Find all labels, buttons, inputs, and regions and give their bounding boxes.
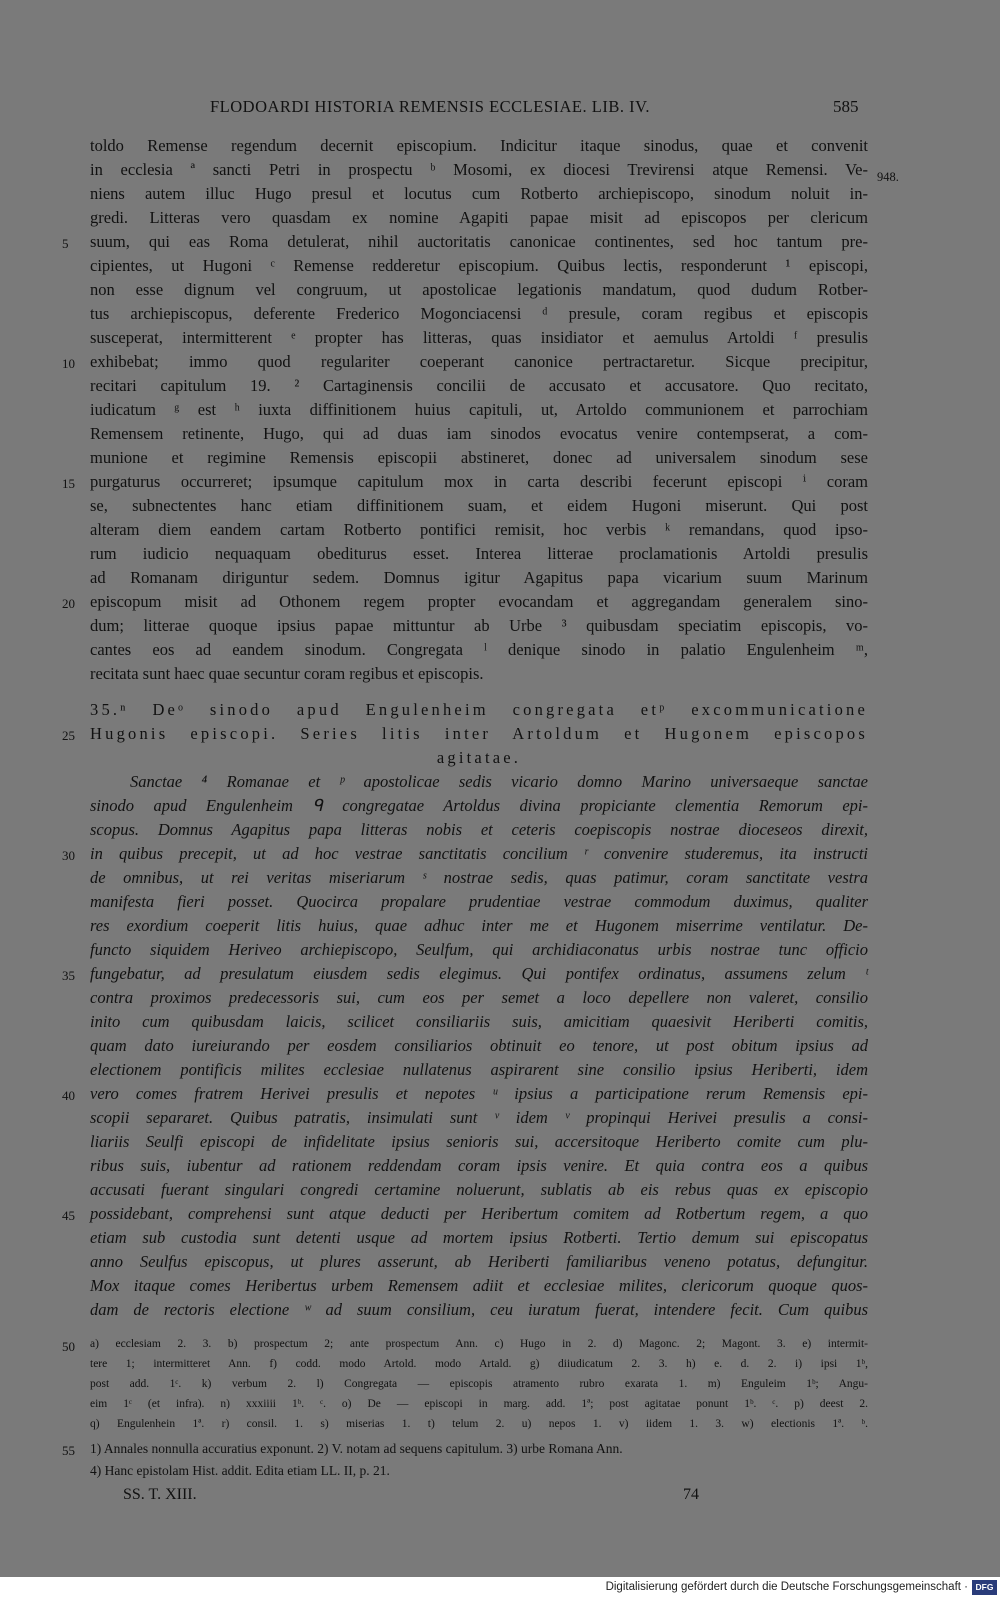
italic-line: possidebant, comprehensi sunt atque deducti per Heribertum comitem ad Rotbertum regem, a quo [90,1204,868,1223]
apparatus-line: a) ecclesiam 2. 3. b) prospectum 2; ante prospectum Ann. c) Hugo in 2. d) Magonc. 2; Magont. 3. e) intermit- [90,1338,868,1350]
text-line: munione et regimine Remensis episcopii abstineret, donec ad universalem sinodum sese [90,448,868,467]
funding-text: Digitalisierung gefördert durch die Deutsche Forschungsgemeinschaft · [605,1581,968,1593]
text-line: in ecclesia ª sancti Petri in prospectu ᵇ Mosomi, ex diocesi Trevirensi atque Remensi. Ve- [90,160,868,179]
text-line: exhibebat; immo quod regulariter coeperant canonice pertractaretur. Sicque precipitur, [90,352,868,371]
apparatus-line: tere 1; intermitteret Ann. f) codd. modo Artold. modo Artald. g) diiudicatum 2. 3. h) e. d. 2. i) ipsi 1ᵇ, [90,1358,868,1370]
text-line: dum; litterae quoque ipsius papae mittuntur ab Urbe ³ quibusdam speciatim episcopis, vo- [90,616,868,635]
source-note-line: 1) Annales nonnulla accuratius exponunt. 2) V. notam ad sequens capitulum. 3) urbe Romana Ann. [90,1441,623,1456]
italic-line: res exordium coeperit litis huius, quae adhuc inter me et Hugonem miserrime ventilatur. De- [90,916,868,935]
text-line: tus archiepiscopus, deferente Frederico Mogonciacensi ᵈ presule, coram regibus et episcopis [90,304,868,323]
text-line: cantes eos ad eandem sinodum. Congregata ˡ denique sinodo in palatio Engulenheim ᵐ, [90,640,868,659]
italic-line: electionem pontificis milites ecclesiae nullatenus aspirarent sine consilio ipsius Heriberti, idem [90,1060,868,1079]
text-line: gredi. Litteras vero quasdam ex nomine Agapiti papae misit ad episcopos per clericum [90,208,868,227]
text-line: iudicatum ᵍ est ʰ iuxta diffinitionem huius capituli, ut, Artoldo communionem et parrochiam [90,400,868,419]
text-line: Remensem retinente, Hugo, qui ad duas iam sinodos evocatus venire contempserat, a com- [90,424,868,443]
text-line: susceperat, intermitterent ᵉ propter has litteras, quas insidiator et aemulus Artoldi ᶠ presulis [90,328,868,347]
funding-banner [0,1577,1000,1600]
italic-line: Sanctae ⁴ Romanae et ᵖ apostolicae sedis vicario domno Marino universaeque sanctae [130,772,868,791]
text-line: suum, qui eas Roma detulerat, nihil auctoritatis canonicae continentes, sed hoc tantum pre- [90,232,868,251]
italic-line: anno Seulfus episcopus, ut plures asserunt, ab Heriberti familiaribus veneno potatus, defungitur. [90,1252,868,1271]
text-line: non esse dignum vel congruum, ut apostolicae legationis mandatum, quod dudum Rotber- [90,280,868,299]
italic-line: in quibus precepit, ut ad hoc vestrae sanctitatis concilium ʳ convenire studeremus, ita instructi [90,844,868,863]
italic-line: functo siquidem Heriveo archiepiscopo, Seulfum, qui archidiaconatus urbis nostrae tunc officio [90,940,868,959]
sheet-number: 74 [683,1486,699,1503]
line-number: 40 [62,1088,75,1103]
line-number: 10 [62,356,75,371]
text-line: ad Romanam diriguntur sedem. Domnus igitur Agapitus papa vicarium suum Marinum [90,568,868,587]
heading-line: Hugonis episcopi. Series litis inter Artoldum et Hugonem episcopos [90,724,868,743]
text-line: toldo Remense regendum decernit episcopium. Indicitur itaque sinodus, quae et convenit [90,136,868,155]
italic-line: scopii separaret. Quibus patratis, insimulati sunt ᵛ idem ᵛ propinqui Herivei presulis a consi- [90,1108,868,1127]
line-number: 15 [62,476,75,491]
italic-line: contra proximos predecessoris sui, cum eos per semet a loco depellere non valeret, consilio [90,988,868,1007]
text-line: rum iudicio nequaquam obediturus esset. Interea litterae proclamationis Artoldi presulis [90,544,868,563]
text-line: recitari capitulum 19. ² Cartaginensis concilii de accusato et accusatore. Quo recitato, [90,376,868,395]
italic-line: de omnibus, ut rei veritas miseriarum ˢ nostrae sedis, quas patimur, coram sanctitate vestra [90,868,868,887]
italic-line: inito cum quibusdam laicis, scilicet consiliariis suis, amicitiam quaesivit Heriberti comitis, [90,1012,868,1031]
italic-line: quam dato iureiurando per eosdem consiliarios obtinuit eo tenore, ut post obitum ipsius ad [90,1036,868,1055]
text-line: episcopum misit ad Othonem regem propter evocandam et aggregandam generalem sino- [90,592,868,611]
text-line: cipientes, ut Hugoni ᶜ Remense redderetur episcopium. Quibus lectis, responderunt ¹ episcopi, [90,256,868,275]
text-line: alteram diem eandem cartam Rotberto pontifici remisit, hoc verbis ᵏ remandans, quod ipso- [90,520,868,539]
line-number: 35 [62,968,75,983]
italic-line: liariis Seulfi episcopi de infidelitate ipsius senioris sui, accersitoque Heriberto comite cum plu- [90,1132,868,1151]
heading-line: 35.ⁿ Deᵒ sinodo apud Engulenheim congregata etᵖ excommunicatione [90,700,868,719]
italic-line: vero comes fratrem Herivei presulis et nepotes ᵘ ipsius a participatione rerum Remensis epi- [90,1084,868,1103]
line-number: 45 [62,1208,75,1223]
italic-line: ribus suis, iubentur ad rationem reddendam coram ipsis venire. Et quia contra eos a quibus [90,1156,868,1175]
apparatus-line: post add. 1ᶜ. k) verbum 2. l) Congregata — episcopis atramento rubro exarata 1. m) Enguleim 1ᵇ; Angu- [90,1378,868,1390]
line-number: 30 [62,848,75,863]
apparatus-line: q) Engulenhein 1ª. r) consil. 1. s) miserias 1. t) telum 2. u) nepos 1. v) iidem 1. 3. w) electionis 1ª. ᵇ. [90,1418,868,1430]
apparatus-line: eim 1ᶜ (et infra). n) xxxiiii 1ᵇ. ᶜ. o) De — episcopi in marg. add. 1ª; post agitatae ponunt 1ᵇ. ᶜ. p) deest 2. [90,1398,868,1410]
source-note-line: 4) Hanc epistolam Hist. addit. Edita etiam LL. II, p. 21. [90,1463,390,1478]
italic-line: Mox itaque comes Heribertus urbem Remensem adiit et ecclesiae milites, clericorum quoque quos- [90,1276,868,1295]
line-number: 25 [62,728,75,743]
margin-year: 948. [877,170,899,184]
italic-line: manifesta fieri posset. Quocirca propalare prudentiae vestrae commodum duximus, qualiter [90,892,868,911]
italic-line: dam de rectoris electione ʷ ad suum consilium, ceu iuratum fuerat, intendere fecit. Cum quibus [90,1300,868,1319]
running-title: FLODOARDI HISTORIA REMENSIS ECCLESIAE. LIB. IV. [210,97,650,116]
line-number: 55 [62,1443,75,1458]
line-number: 5 [62,236,69,251]
page-number: 585 [833,97,859,116]
text-line: recitata sunt haec quae secuntur coram regibus et episcopis. [90,664,484,683]
text-line: se, subnectentes hanc etiam diffinitionem suam, et eidem Hugoni miserunt. Qui post [90,496,868,515]
text-line: purgaturus occurreret; ipsumque capitulum mox in carta describi fecerunt episcopi ⁱ coram [90,472,868,491]
italic-line: scopus. Domnus Agapitus papa litteras nobis et ceteris coepiscopis nostrae dioceseos direxit, [90,820,868,839]
line-number: 20 [62,596,75,611]
italic-line: fungebatur, ad presulatum eiusdem sedis elegimus. Qui pontifex ordinatus, assumens zelum ᵗ [90,964,868,983]
text-line: niens autem illuc Hugo presul et locutus cum Rotberto archiepiscopo, sinodum noluit in- [90,184,868,203]
signature-mark: SS. T. XIII. [123,1486,197,1503]
dfg-logo: DFG [972,1580,997,1595]
italic-line: accusati fuerant singulari congredi certamine noluerunt, sublatis ab eis rebus quas ex episcopio [90,1180,868,1199]
italic-line: sinodo apud Engulenheim ᑫ congregatae Artoldus divina propiciante clementia Remorum epi- [90,796,868,815]
italic-line: etiam sub custodia sunt detenti usque ad mortem ipsius Rotberti. Tertio demum sui episcopatus [90,1228,868,1247]
heading-line: agitatae. [436,748,522,767]
line-number: 50 [62,1339,75,1354]
